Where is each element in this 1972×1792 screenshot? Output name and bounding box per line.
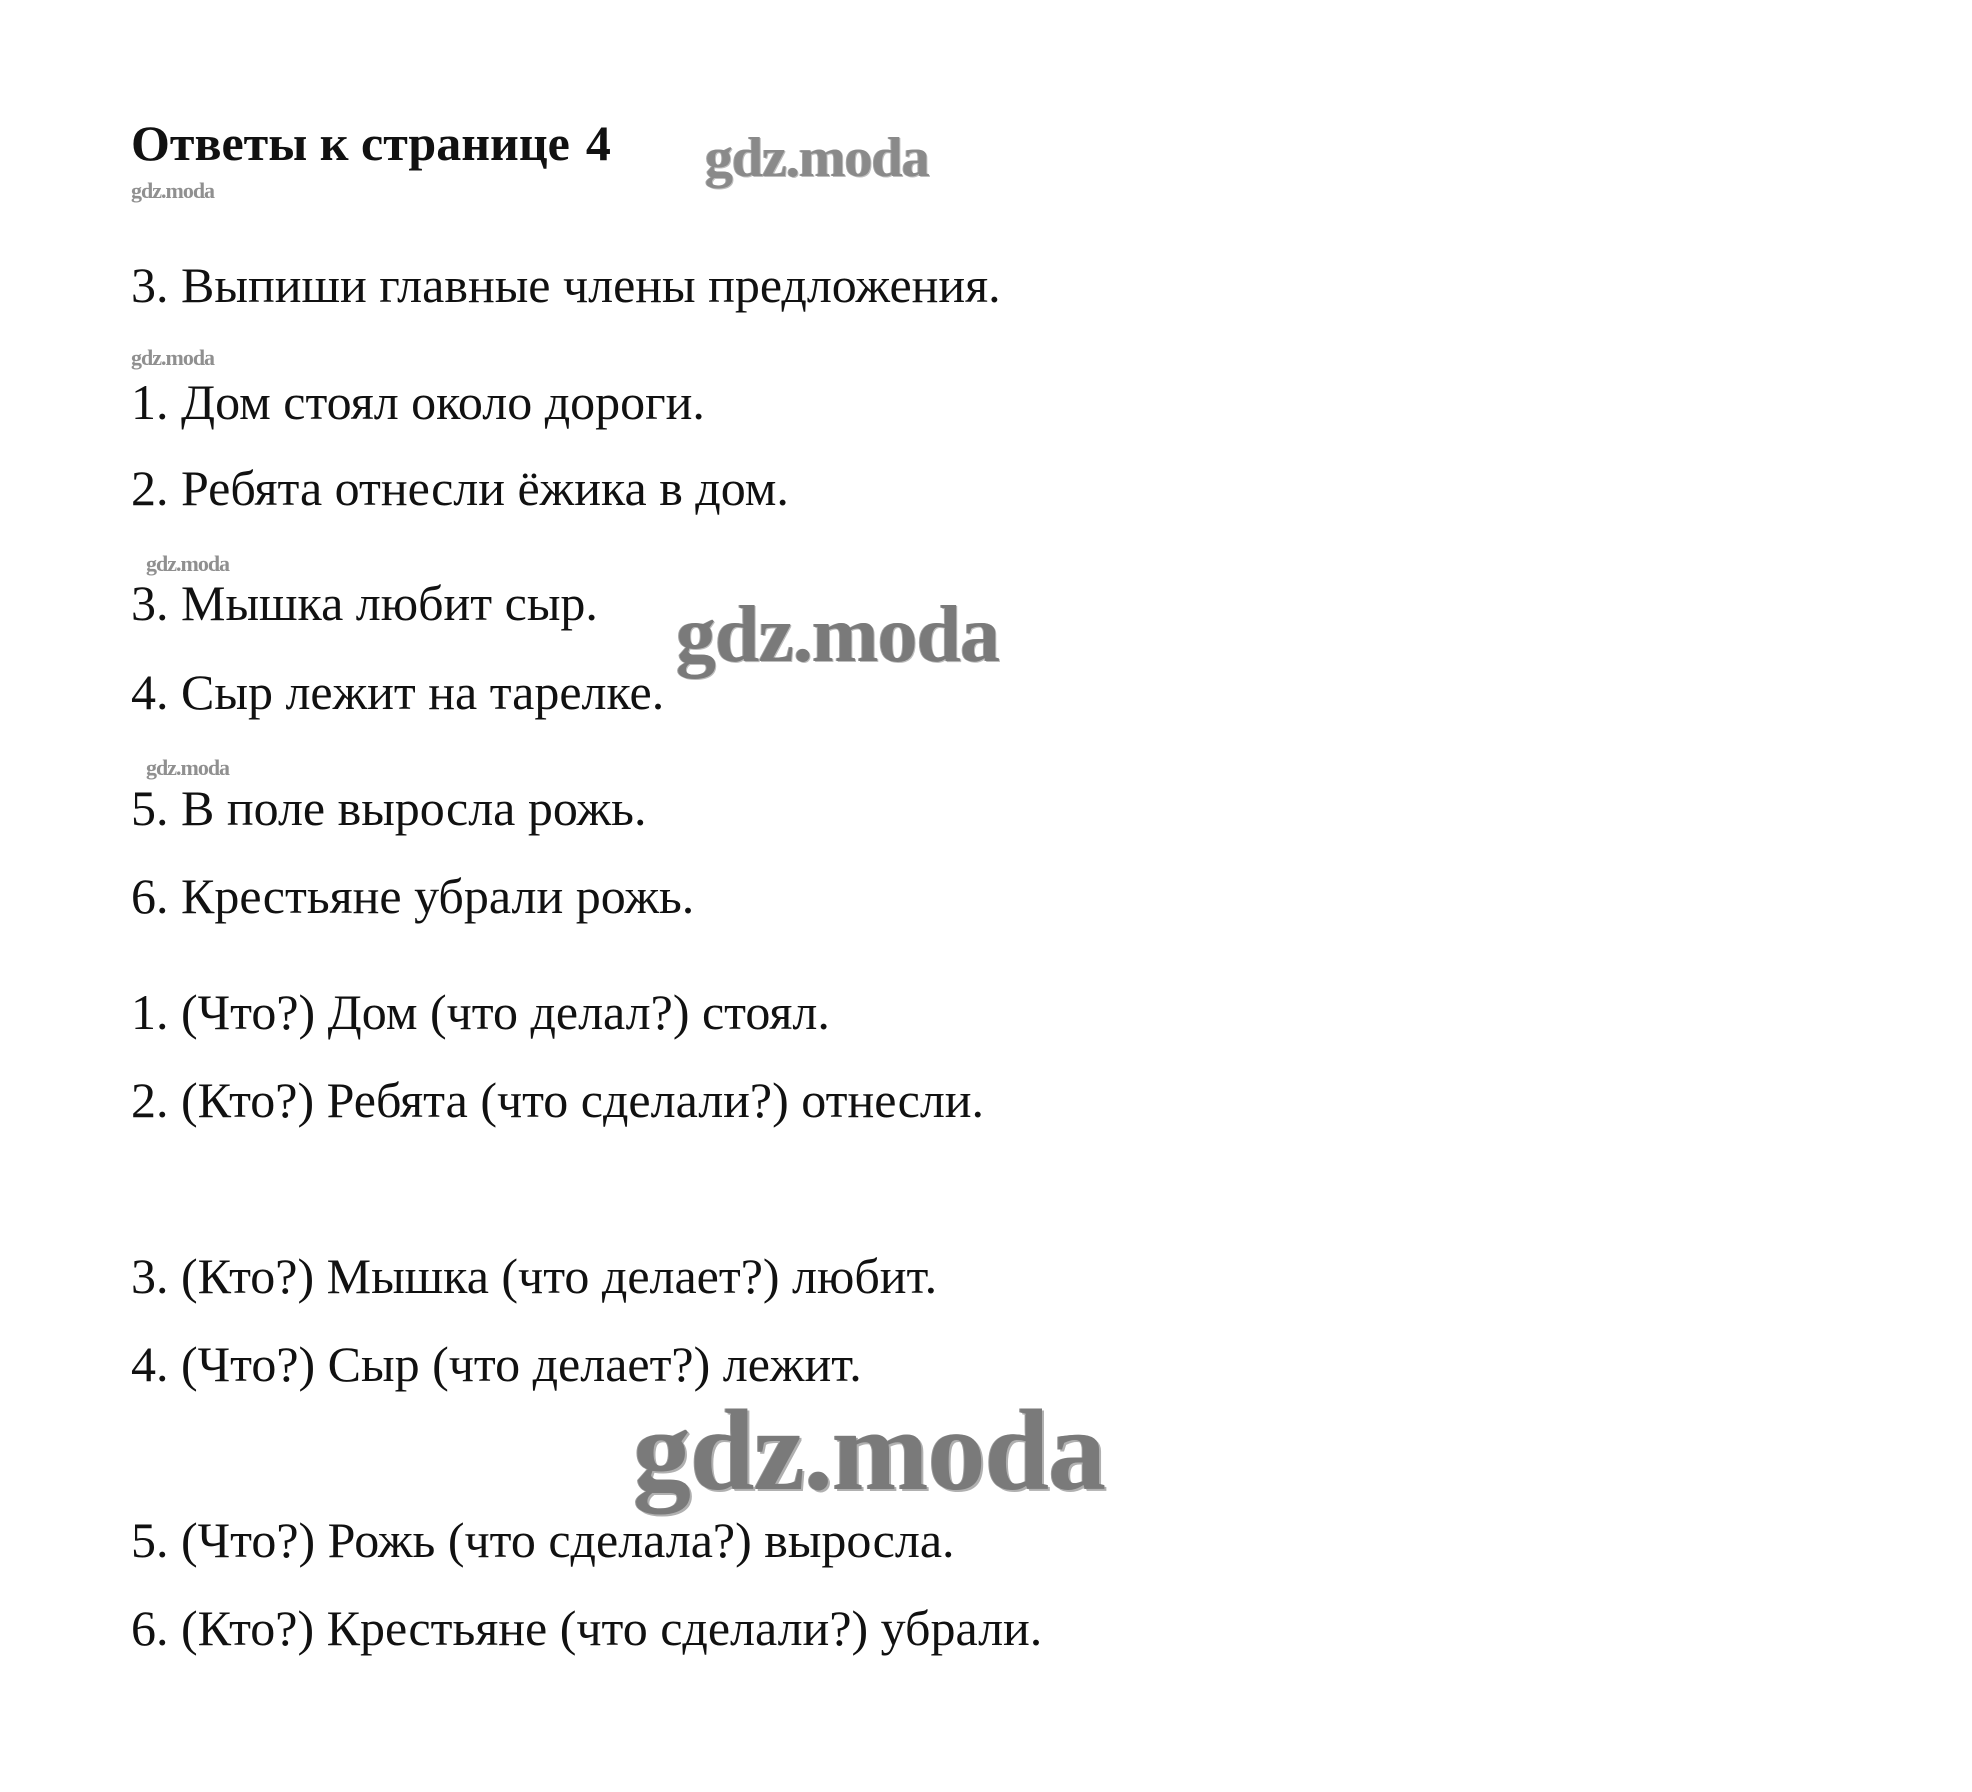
answer-line: 1. (Что?) Дом (что делал?) стоял. [131, 984, 830, 1040]
task-prompt: 3. Выпиши главные члены предложения. [131, 257, 1001, 313]
heading-page-number: 4 [585, 115, 611, 171]
sentence-line: 4. Сыр лежит на тарелке. [131, 664, 665, 720]
watermark-logo: gdz.moda [146, 755, 230, 780]
answer-line: 2. (Кто?) Ребята (что сделали?) отнесли. [131, 1072, 985, 1128]
page-heading [131, 115, 611, 171]
sentence-line: 2. Ребята отнесли ёжика в дом. [131, 460, 789, 516]
answer-line: 6. (Кто?) Крестьяне (что сделали?) убрали. [131, 1600, 1043, 1656]
watermark-logo: gdz.moda [633, 1387, 1106, 1515]
watermark-logo: gdz.moda [705, 127, 929, 189]
sentence-line: 1. Дом стоял около дороги. [131, 374, 705, 430]
answer-line: 5. (Что?) Рожь (что сделала?) выросла. [131, 1512, 955, 1568]
watermark-logo: gdz.moda [146, 551, 230, 576]
heading-title: Ответы к странице [131, 115, 570, 171]
sentence-line: 6. Крестьяне убрали рожь. [131, 868, 695, 924]
watermark-logo: gdz.moda [676, 591, 1000, 679]
watermark-logo: gdz.moda [131, 345, 215, 370]
sentence-line: 5. В поле выросла рожь. [131, 780, 647, 836]
answer-line: 4. (Что?) Сыр (что делает?) лежит. [131, 1336, 862, 1392]
watermark-logo: gdz.moda [131, 178, 215, 203]
answer-line: 3. (Кто?) Мышка (что делает?) любит. [131, 1248, 938, 1304]
sentence-line: 3. Мышка любит сыр. [131, 575, 598, 631]
